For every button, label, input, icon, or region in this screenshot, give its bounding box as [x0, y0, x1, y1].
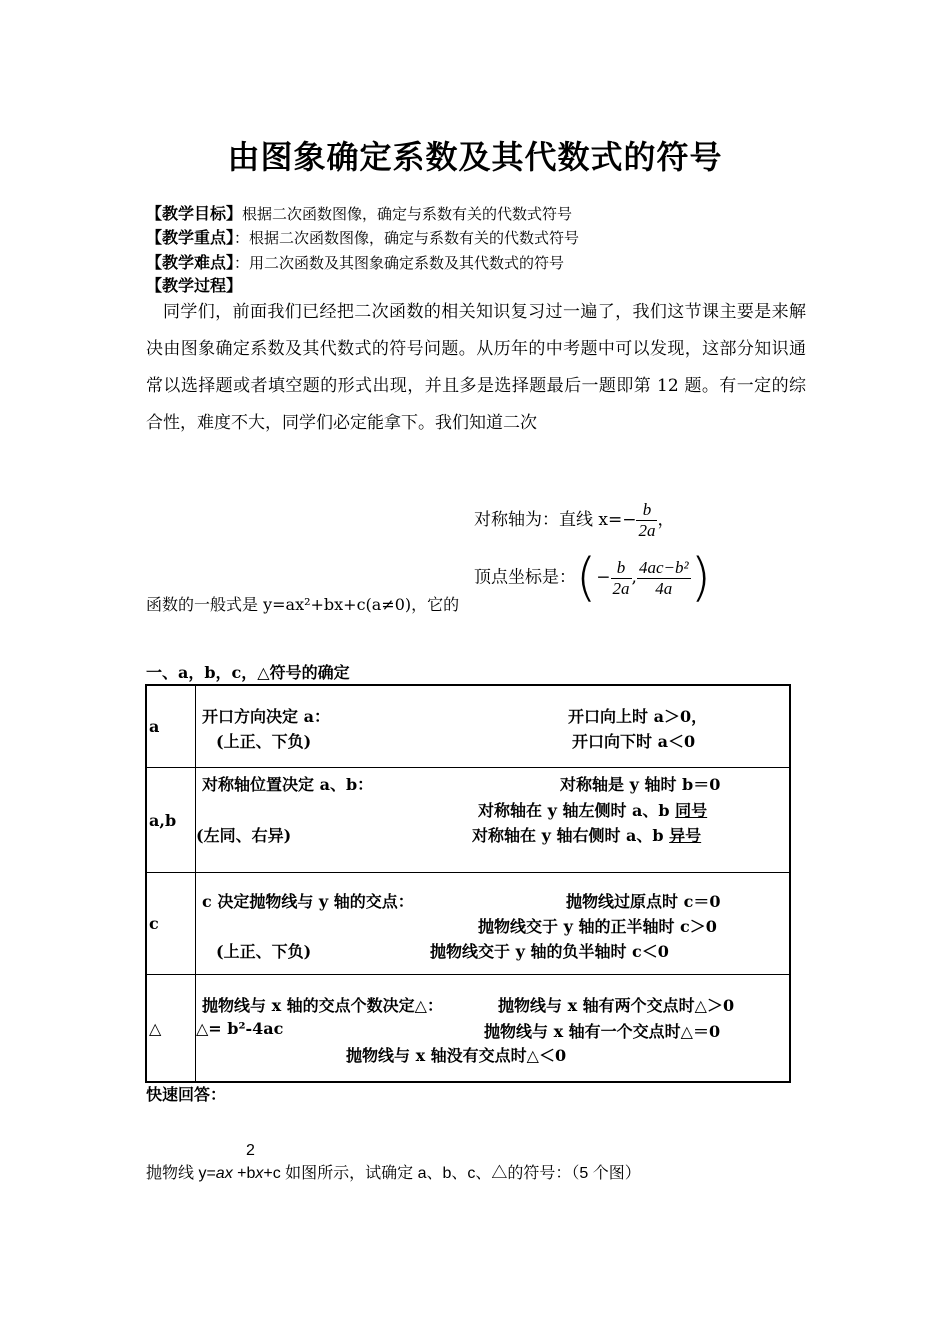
row-ab-l1: 对称轴位置决定 a、b： [202, 775, 374, 794]
opposite-sign-text: 异号 [669, 826, 702, 845]
vertex-den2: 4a [655, 578, 673, 598]
axis-prefix: 对称轴为：直线 x=− [474, 510, 637, 530]
row-c-r2: 抛物线交于 y 轴的正半轴时 c＞0 [478, 917, 717, 936]
general-form: 函数的一般式是 y=ax²+bx+c(a≠0)，它的 [146, 595, 460, 614]
axis-num: b [636, 500, 657, 521]
row-ab-label: a,b [146, 768, 196, 873]
row-c-label: c [146, 873, 196, 975]
row-delta-r3: 抛物线与 x 轴没有交点时△＜0 [346, 1046, 567, 1065]
vertex-den1: 2a [612, 578, 630, 598]
intro-paragraph [146, 294, 806, 442]
row-ab-content [196, 768, 791, 873]
vertex-num2: 4ac−b² [638, 557, 689, 577]
vertex-minus: − [596, 567, 611, 588]
meta-focus [146, 226, 579, 250]
axis-den: 2a [638, 521, 656, 540]
vertex-comma: , [631, 567, 637, 588]
section-heading-1: 一、a，b，c，△符号的确定 [146, 663, 350, 682]
row-delta-label: △ [146, 975, 196, 1083]
row-a-label: a [146, 685, 196, 768]
meta-goal [146, 202, 572, 226]
row-ab-r2: 对称轴在 y 轴左侧时 a、b 同号 [478, 801, 708, 820]
meta-difficulty [146, 251, 564, 275]
row-delta-r2: 抛物线与 x 轴有一个交点时△＝0 [484, 1022, 721, 1041]
row-c-l2: (上正、下负) [216, 942, 312, 961]
row-a-l2: (上正、下负) [216, 732, 312, 751]
meta-focus-label: 【教学重点】 [146, 228, 235, 247]
meta-difficulty-label: 【教学难点】 [146, 253, 235, 272]
row-delta-r1: 抛物线与 x 轴有两个交点时△＞0 [498, 996, 735, 1015]
row-a-l1: 开口方向决定 a： [202, 707, 330, 726]
row-c-r1: 抛物线过原点时 c＝0 [566, 892, 721, 911]
row-a-content [196, 685, 791, 768]
vertex-prefix: 顶点坐标是： [474, 567, 576, 588]
meta-process-label: 【教学过程】 [146, 276, 243, 295]
vertex-fraction-1 [611, 558, 632, 599]
row-c-l1: c 决定抛物线与 y 轴的交点： [202, 892, 414, 911]
meta-goal-text: 根据二次函数图像，确定与系数有关的代数式符号 [242, 205, 573, 223]
meta-difficulty-text: ：用二次函数及其图象确定系数及其代数式的符号 [234, 254, 565, 272]
right-paren: ) [690, 548, 711, 608]
row-delta-l2: △= b²-4ac [196, 1019, 284, 1038]
row-c-r3: 抛物线交于 y 轴的负半轴时 c＜0 [430, 942, 669, 961]
same-sign-text: 同号 [675, 801, 708, 820]
row-delta-l1: 抛物线与 x 轴的交点个数决定△： [202, 996, 443, 1015]
row-ab-l2: (左同、右异) [196, 826, 292, 845]
left-paren: ( [576, 548, 597, 608]
row-a-r2: 开口向下时 a＜0 [572, 732, 696, 751]
row-a-r1: 开口向上时 a＞0， [568, 707, 708, 726]
question-superscript: 2 [246, 1142, 255, 1159]
table-row-a [146, 685, 790, 768]
table-row-ab [146, 768, 790, 873]
question-text: 抛物线 y=ax +bx+c 如图所示，试确定 a、b、c、△的符号：（5 个图） [146, 1165, 641, 1182]
vertex-num1: b [611, 558, 632, 579]
quick-answer-heading: 快速回答： [146, 1085, 227, 1104]
vertex-formula [474, 548, 711, 608]
row-c-content [196, 873, 791, 975]
axis-suffix: ， [657, 510, 675, 530]
meta-goal-label: 【教学目标】 [146, 204, 243, 223]
vertex-fraction-2 [637, 558, 691, 599]
intro-text: 同学们，前面我们已经把二次函数的相关知识复习过一遍了，我们这节课主要是来解决由图象确定系数及其代数式的符号问题。从历年的中考题中可以发现，这部分知识通常以选择题或者填空题的形式出现，并且多是选择题最后一题即第 12 题。有一定的综合性，难度不大，同学们必定能拿下。我们知道二次 [146, 302, 806, 433]
row-ab-r3: 对称轴在 y 轴右侧时 a、b 异号 [472, 826, 702, 845]
table-row-c [146, 873, 790, 975]
axis-formula [474, 500, 674, 541]
row-ab-r1: 对称轴是 y 轴时 b＝0 [560, 775, 721, 794]
row-delta-content [196, 975, 791, 1083]
page-title: 由图象确定系数及其代数式的符号 [227, 138, 723, 176]
sign-rules-table [145, 684, 791, 1083]
table-row-delta [146, 975, 790, 1083]
axis-fraction [636, 500, 657, 541]
meta-focus-text: ：根据二次函数图像，确定与系数有关的代数式符号 [234, 229, 580, 247]
